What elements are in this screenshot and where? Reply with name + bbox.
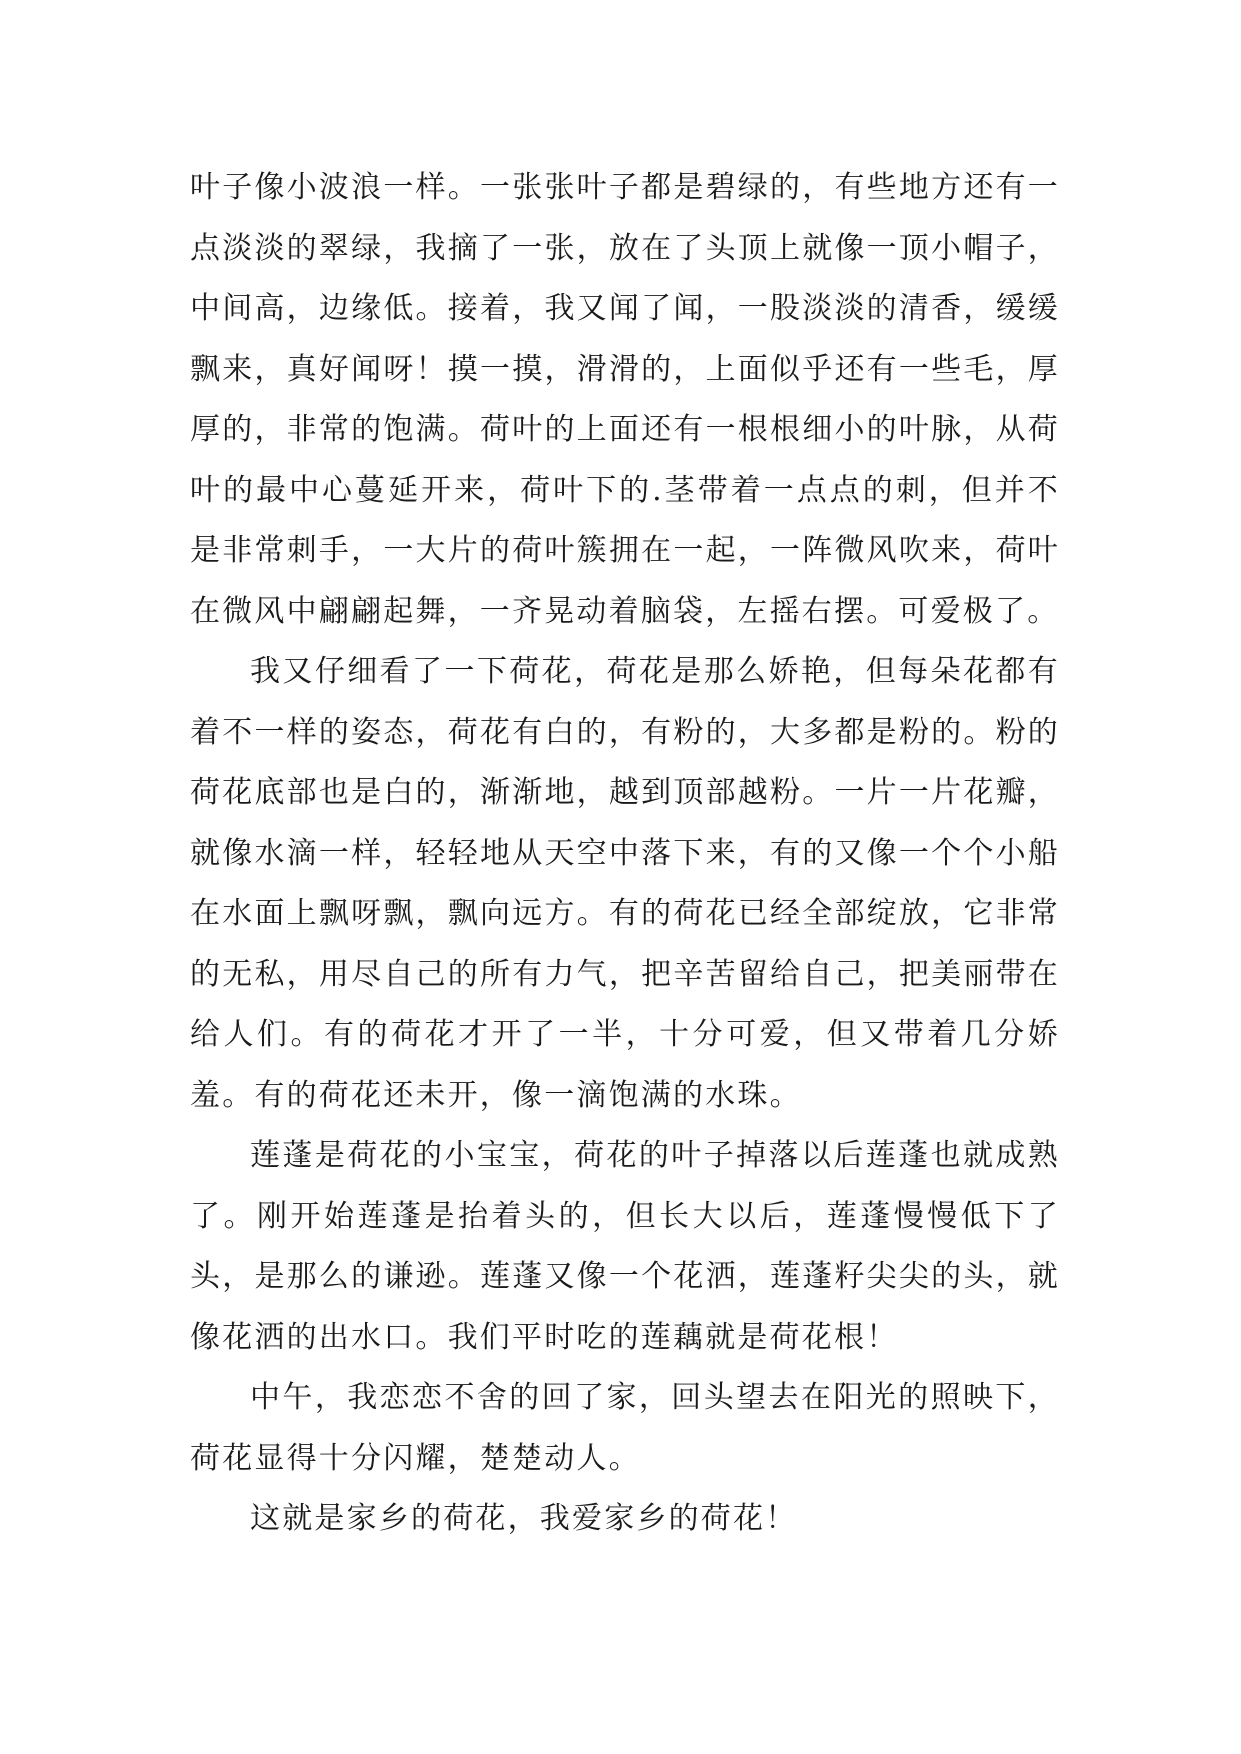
paragraph-lotus-flowers: 我又仔细看了一下荷花，荷花是那么娇艳，但每朵花都有着不一样的姿态，荷花有白的，有粉的，大多都是粉的。粉的荷花底部也是白的，渐渐地，越到顶部越粉。一片一片花瓣，就像水滴一样，轻轻地从天空中落下来，有的又像一个个小船在水面上飘呀飘，飘向远方。有的荷花已经全部绽放，它非常的无私，用尽自己的所有力气，把辛苦留给自己，把美丽带在给人们。有的荷花才开了一半，十分可爱，但又带着几分娇羞。有的荷花还未开，像一滴饱满的水珠。 [190, 654, 1060, 1113]
paragraph-going-home: 中午，我恋恋不舍的回了家，回头望去在阳光的照映下，荷花显得十分闪耀，楚楚动人。 [190, 1380, 1060, 1476]
paragraph-conclusion: 这就是家乡的荷花，我爱家乡的荷花！ [250, 1501, 798, 1536]
paragraph-lotus-leaves: 叶子像小波浪一样。一张张叶子都是碧绿的，有些地方还有一点淡淡的翠绿，我摘了一张，放在了头顶上就像一顶小帽子，中间高，边缘低。接着，我又闻了闻，一股淡淡的清香，缓缓飘来，真好闻呀！摸一摸，滑滑的，上面似乎还有一些毛，厚厚的，非常的饱满。荷叶的上面还有一根根细小的叶脉，从荷叶的最中心蔓延开来，荷叶下的.茎带着一点点的刺，但并不是非常刺手，一大片的荷叶簇拥在一起，一阵微风吹来，荷叶在微风中翩翩起舞，一齐晃动着脑袋，左摇右摆。可爱极了。 [190, 170, 1060, 629]
paragraph-lotus-pods: 莲蓬是荷花的小宝宝，荷花的叶子掉落以后莲蓬也就成熟了。刚开始莲蓬是抬着头的，但长大以后，莲蓬慢慢低下了头，是那么的谦逊。莲蓬又像一个花洒，莲蓬籽尖尖的头，就像花洒的出水口。我们平时吃的莲藕就是荷花根！ [190, 1138, 1060, 1355]
article-body [190, 158, 1060, 1550]
